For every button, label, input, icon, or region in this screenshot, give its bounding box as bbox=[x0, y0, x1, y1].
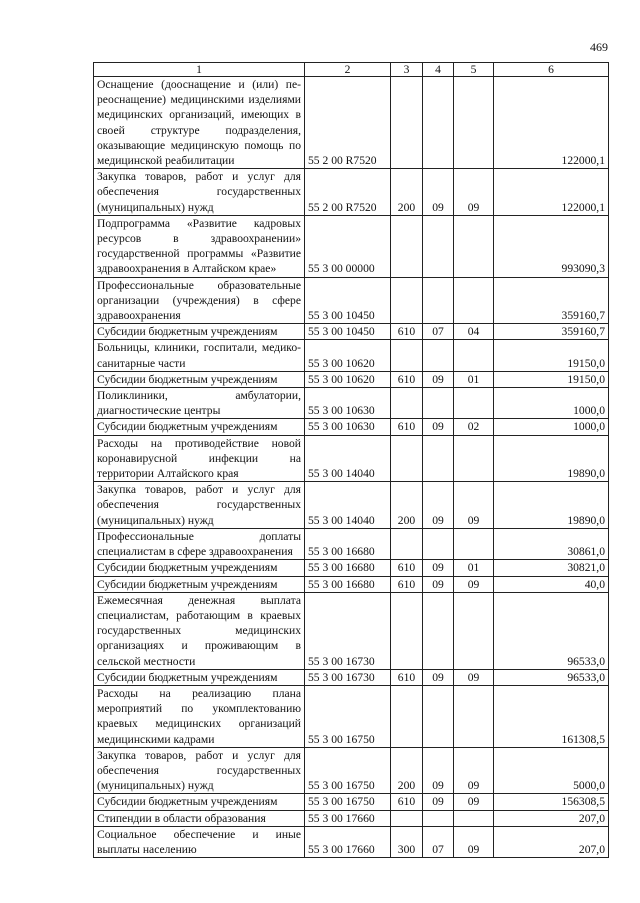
row-name: Субсидии бюджетным учреждениям bbox=[94, 324, 305, 340]
row-sum: 359160,7 bbox=[494, 277, 609, 324]
table-row bbox=[94, 324, 609, 340]
row-name: Профессиональные доплаты специалистам в сфере здравоохранения bbox=[94, 528, 305, 559]
row-sum: 19150,0 bbox=[494, 371, 609, 387]
row-sum: 161308,5 bbox=[494, 685, 609, 747]
row-col5 bbox=[454, 810, 494, 826]
row-col5: 09 bbox=[454, 747, 494, 794]
row-sum: 96533,0 bbox=[494, 669, 609, 685]
table-row bbox=[94, 560, 609, 576]
row-col3: 610 bbox=[391, 560, 423, 576]
row-col3: 200 bbox=[391, 169, 423, 216]
row-col3 bbox=[391, 277, 423, 324]
table-row bbox=[94, 826, 609, 857]
row-col5 bbox=[454, 685, 494, 747]
row-name: Ежемесячная денежная выплата специалистам, работающим в краевых государственных медицинских организациях и проживающим в сельской местности bbox=[94, 592, 305, 669]
row-col5: 09 bbox=[454, 482, 494, 529]
header-cell-1: 1 bbox=[94, 63, 305, 77]
header-cell-6: 6 bbox=[494, 63, 609, 77]
row-col4: 09 bbox=[423, 371, 454, 387]
row-code: 55 3 00 16730 bbox=[305, 669, 391, 685]
header-row bbox=[94, 63, 609, 77]
row-code: 55 3 00 10630 bbox=[305, 419, 391, 435]
row-col4 bbox=[423, 592, 454, 669]
row-name: Субсидии бюджетным учреждениям bbox=[94, 794, 305, 810]
row-sum: 5000,0 bbox=[494, 747, 609, 794]
row-code: 55 3 00 10620 bbox=[305, 340, 391, 371]
row-sum: 40,0 bbox=[494, 576, 609, 592]
row-col5 bbox=[454, 77, 494, 169]
row-name: Субсидии бюджетным учреждениям bbox=[94, 576, 305, 592]
table-row bbox=[94, 371, 609, 387]
row-col3 bbox=[391, 592, 423, 669]
row-col3 bbox=[391, 77, 423, 169]
row-code: 55 3 00 17660 bbox=[305, 826, 391, 857]
row-name: Поликлиники, амбулатории, диагностические центры bbox=[94, 388, 305, 419]
row-col4: 07 bbox=[423, 324, 454, 340]
row-col3: 300 bbox=[391, 826, 423, 857]
row-col3: 610 bbox=[391, 324, 423, 340]
table-row bbox=[94, 747, 609, 794]
row-col5: 04 bbox=[454, 324, 494, 340]
row-code: 55 3 00 16750 bbox=[305, 794, 391, 810]
row-col3: 610 bbox=[391, 576, 423, 592]
header-cell-3: 3 bbox=[391, 63, 423, 77]
row-col4: 09 bbox=[423, 669, 454, 685]
row-name: Стипендии в области образования bbox=[94, 810, 305, 826]
page-number: 469 bbox=[590, 40, 608, 54]
row-name: Закупка товаров, работ и услуг для обеспечения государственных (муниципальных) нужд bbox=[94, 169, 305, 216]
row-col5: 09 bbox=[454, 576, 494, 592]
row-sum: 30821,0 bbox=[494, 560, 609, 576]
row-code: 55 3 00 14040 bbox=[305, 435, 391, 482]
row-col4: 09 bbox=[423, 747, 454, 794]
row-code: 55 3 00 16730 bbox=[305, 592, 391, 669]
row-name: Субсидии бюджетным учреждениям bbox=[94, 419, 305, 435]
row-col5 bbox=[454, 528, 494, 559]
row-col4 bbox=[423, 340, 454, 371]
row-col5 bbox=[454, 277, 494, 324]
row-name: Оснащение (дооснащение и (или) пе-реоснащение) медицинскими изделиями медицинских организаций, имеющих в своей структуре подразделения, оказывающие медицинскую помощь по медицинской реабилитации bbox=[94, 77, 305, 169]
table-row bbox=[94, 576, 609, 592]
row-col5 bbox=[454, 388, 494, 419]
row-sum: 96533,0 bbox=[494, 592, 609, 669]
row-sum: 156308,5 bbox=[494, 794, 609, 810]
table-row bbox=[94, 419, 609, 435]
row-sum: 207,0 bbox=[494, 810, 609, 826]
row-col3: 200 bbox=[391, 482, 423, 529]
row-name: Профессиональные образовательные организации (учреждения) в сфере здравоохранения bbox=[94, 277, 305, 324]
row-col3 bbox=[391, 810, 423, 826]
table-row bbox=[94, 592, 609, 669]
row-col5: 01 bbox=[454, 371, 494, 387]
row-name: Подпрограмма «Развитие кадровых ресурсов в здравоохранении» государственной программы «Развитие здравоохранения в Алтайском крае» bbox=[94, 215, 305, 277]
row-col5: 09 bbox=[454, 794, 494, 810]
row-sum: 122000,1 bbox=[494, 169, 609, 216]
row-col4: 09 bbox=[423, 560, 454, 576]
row-code: 55 3 00 16680 bbox=[305, 560, 391, 576]
row-name: Расходы на противодействие новой коронавирусной инфекции на территории Алтайского края bbox=[94, 435, 305, 482]
row-col4 bbox=[423, 277, 454, 324]
row-col5: 02 bbox=[454, 419, 494, 435]
table-row bbox=[94, 685, 609, 747]
row-sum: 19890,0 bbox=[494, 482, 609, 529]
row-name: Социальное обеспечение и иные выплаты населению bbox=[94, 826, 305, 857]
row-col3 bbox=[391, 435, 423, 482]
table-row bbox=[94, 669, 609, 685]
row-sum: 19150,0 bbox=[494, 340, 609, 371]
row-code: 55 3 00 16750 bbox=[305, 747, 391, 794]
row-code: 55 3 00 10630 bbox=[305, 388, 391, 419]
row-code: 55 3 00 00000 bbox=[305, 215, 391, 277]
row-col4: 09 bbox=[423, 794, 454, 810]
row-col3: 610 bbox=[391, 371, 423, 387]
table-row bbox=[94, 215, 609, 277]
row-sum: 993090,3 bbox=[494, 215, 609, 277]
row-sum: 1000,0 bbox=[494, 419, 609, 435]
table-row bbox=[94, 340, 609, 371]
row-sum: 19890,0 bbox=[494, 435, 609, 482]
table-row bbox=[94, 169, 609, 216]
row-code: 55 3 00 17660 bbox=[305, 810, 391, 826]
row-col3: 610 bbox=[391, 794, 423, 810]
row-name: Субсидии бюджетным учреждениям bbox=[94, 669, 305, 685]
row-col4 bbox=[423, 215, 454, 277]
row-code: 55 3 00 16680 bbox=[305, 576, 391, 592]
table-row bbox=[94, 482, 609, 529]
row-name: Субсидии бюджетным учреждениям bbox=[94, 560, 305, 576]
row-code: 55 3 00 16750 bbox=[305, 685, 391, 747]
row-sum: 122000,1 bbox=[494, 77, 609, 169]
row-sum: 207,0 bbox=[494, 826, 609, 857]
row-name: Закупка товаров, работ и услуг для обеспечения государственных (муниципальных) нужд bbox=[94, 747, 305, 794]
row-code: 55 3 00 10450 bbox=[305, 277, 391, 324]
row-col5 bbox=[454, 340, 494, 371]
row-col4 bbox=[423, 810, 454, 826]
row-col3 bbox=[391, 528, 423, 559]
row-col4 bbox=[423, 528, 454, 559]
row-col3: 610 bbox=[391, 669, 423, 685]
header-cell-2: 2 bbox=[305, 63, 391, 77]
table-row bbox=[94, 528, 609, 559]
row-code: 55 3 00 16680 bbox=[305, 528, 391, 559]
row-name: Больницы, клиники, госпитали, медико-санитарные части bbox=[94, 340, 305, 371]
row-col5 bbox=[454, 215, 494, 277]
row-code: 55 2 00 R7520 bbox=[305, 169, 391, 216]
row-name: Закупка товаров, работ и услуг для обеспечения государственных (муниципальных) нужд bbox=[94, 482, 305, 529]
row-sum: 1000,0 bbox=[494, 388, 609, 419]
budget-table bbox=[93, 62, 609, 858]
row-col3: 610 bbox=[391, 419, 423, 435]
row-col3 bbox=[391, 340, 423, 371]
table-row bbox=[94, 388, 609, 419]
row-col4: 09 bbox=[423, 576, 454, 592]
row-code: 55 3 00 10620 bbox=[305, 371, 391, 387]
table-row bbox=[94, 435, 609, 482]
table-row bbox=[94, 794, 609, 810]
row-col3 bbox=[391, 215, 423, 277]
table-row bbox=[94, 810, 609, 826]
row-col4 bbox=[423, 388, 454, 419]
table-row bbox=[94, 277, 609, 324]
row-code: 55 3 00 14040 bbox=[305, 482, 391, 529]
row-col4: 09 bbox=[423, 169, 454, 216]
row-sum: 30861,0 bbox=[494, 528, 609, 559]
row-col5: 09 bbox=[454, 169, 494, 216]
row-col5 bbox=[454, 592, 494, 669]
header-cell-4: 4 bbox=[423, 63, 454, 77]
row-col4 bbox=[423, 685, 454, 747]
row-col3: 200 bbox=[391, 747, 423, 794]
row-code: 55 2 00 R7520 bbox=[305, 77, 391, 169]
row-col5: 09 bbox=[454, 669, 494, 685]
row-col5 bbox=[454, 435, 494, 482]
row-col4 bbox=[423, 435, 454, 482]
row-name: Субсидии бюджетным учреждениям bbox=[94, 371, 305, 387]
row-col4: 07 bbox=[423, 826, 454, 857]
row-code: 55 3 00 10450 bbox=[305, 324, 391, 340]
row-col4: 09 bbox=[423, 482, 454, 529]
row-col4: 09 bbox=[423, 419, 454, 435]
table-row bbox=[94, 77, 609, 169]
row-col5: 01 bbox=[454, 560, 494, 576]
row-col3 bbox=[391, 388, 423, 419]
row-name: Расходы на реализацию плана мероприятий по укомплектованию краевых медицинских организаций медицинскими кадрами bbox=[94, 685, 305, 747]
row-col4 bbox=[423, 77, 454, 169]
header-cell-5: 5 bbox=[454, 63, 494, 77]
row-sum: 359160,7 bbox=[494, 324, 609, 340]
row-col5: 09 bbox=[454, 826, 494, 857]
row-col3 bbox=[391, 685, 423, 747]
